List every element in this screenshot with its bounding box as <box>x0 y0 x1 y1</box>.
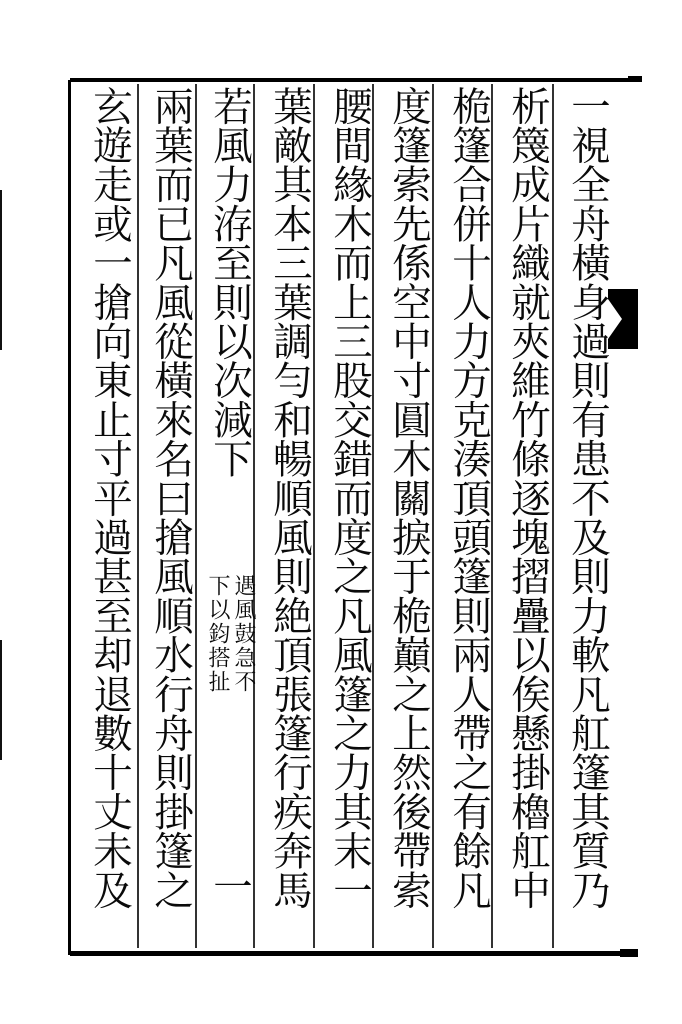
edge-mark <box>0 640 2 760</box>
text-column-8: 兩葉而已凡風從橫來名曰搶風順水行舟則掛篷之 <box>148 86 194 910</box>
annotation-left: 下以鈞搭扯 <box>205 574 230 694</box>
bottom-border-corner <box>620 949 638 957</box>
top-border-rule <box>70 78 640 82</box>
text-column-2: 析篾成片織就夾維竹條逐塊摺疊以俟懸掛櫓舡中 <box>505 86 551 910</box>
left-border-rule <box>68 80 71 955</box>
bottom-border-rule <box>70 951 636 956</box>
text-column-1: 一視全舟橫身過則有患不及則力軟凡舡篷其質乃 <box>565 86 611 910</box>
edge-mark <box>0 190 2 350</box>
text-column-5: 腰間緣木而上三股交錯而度之凡風篷之力其末一 <box>327 86 373 910</box>
annotation-right: 遇風鼓急不 <box>231 574 256 694</box>
text-column-9: 玄遊走或一搶向東止寸平過甚至却退數十丈未及 <box>87 86 133 910</box>
text-column-7 <box>202 86 258 948</box>
text-column-6: 葉敵其本三葉調勻和暢順風則絶頂張篷行疾奔馬 <box>267 86 313 910</box>
text-column-3: 桅篷合併十人力方克湊頂頭篷則兩人帶之有餘凡 <box>446 86 492 910</box>
main-text-tail: 一 <box>207 866 253 906</box>
main-text: 若風力洊至則以次減下 <box>207 86 253 479</box>
top-border-corner <box>628 76 642 82</box>
text-column-4: 度篷索先係空中寸圓木關捩于桅巔之上然後帶索 <box>386 86 432 910</box>
